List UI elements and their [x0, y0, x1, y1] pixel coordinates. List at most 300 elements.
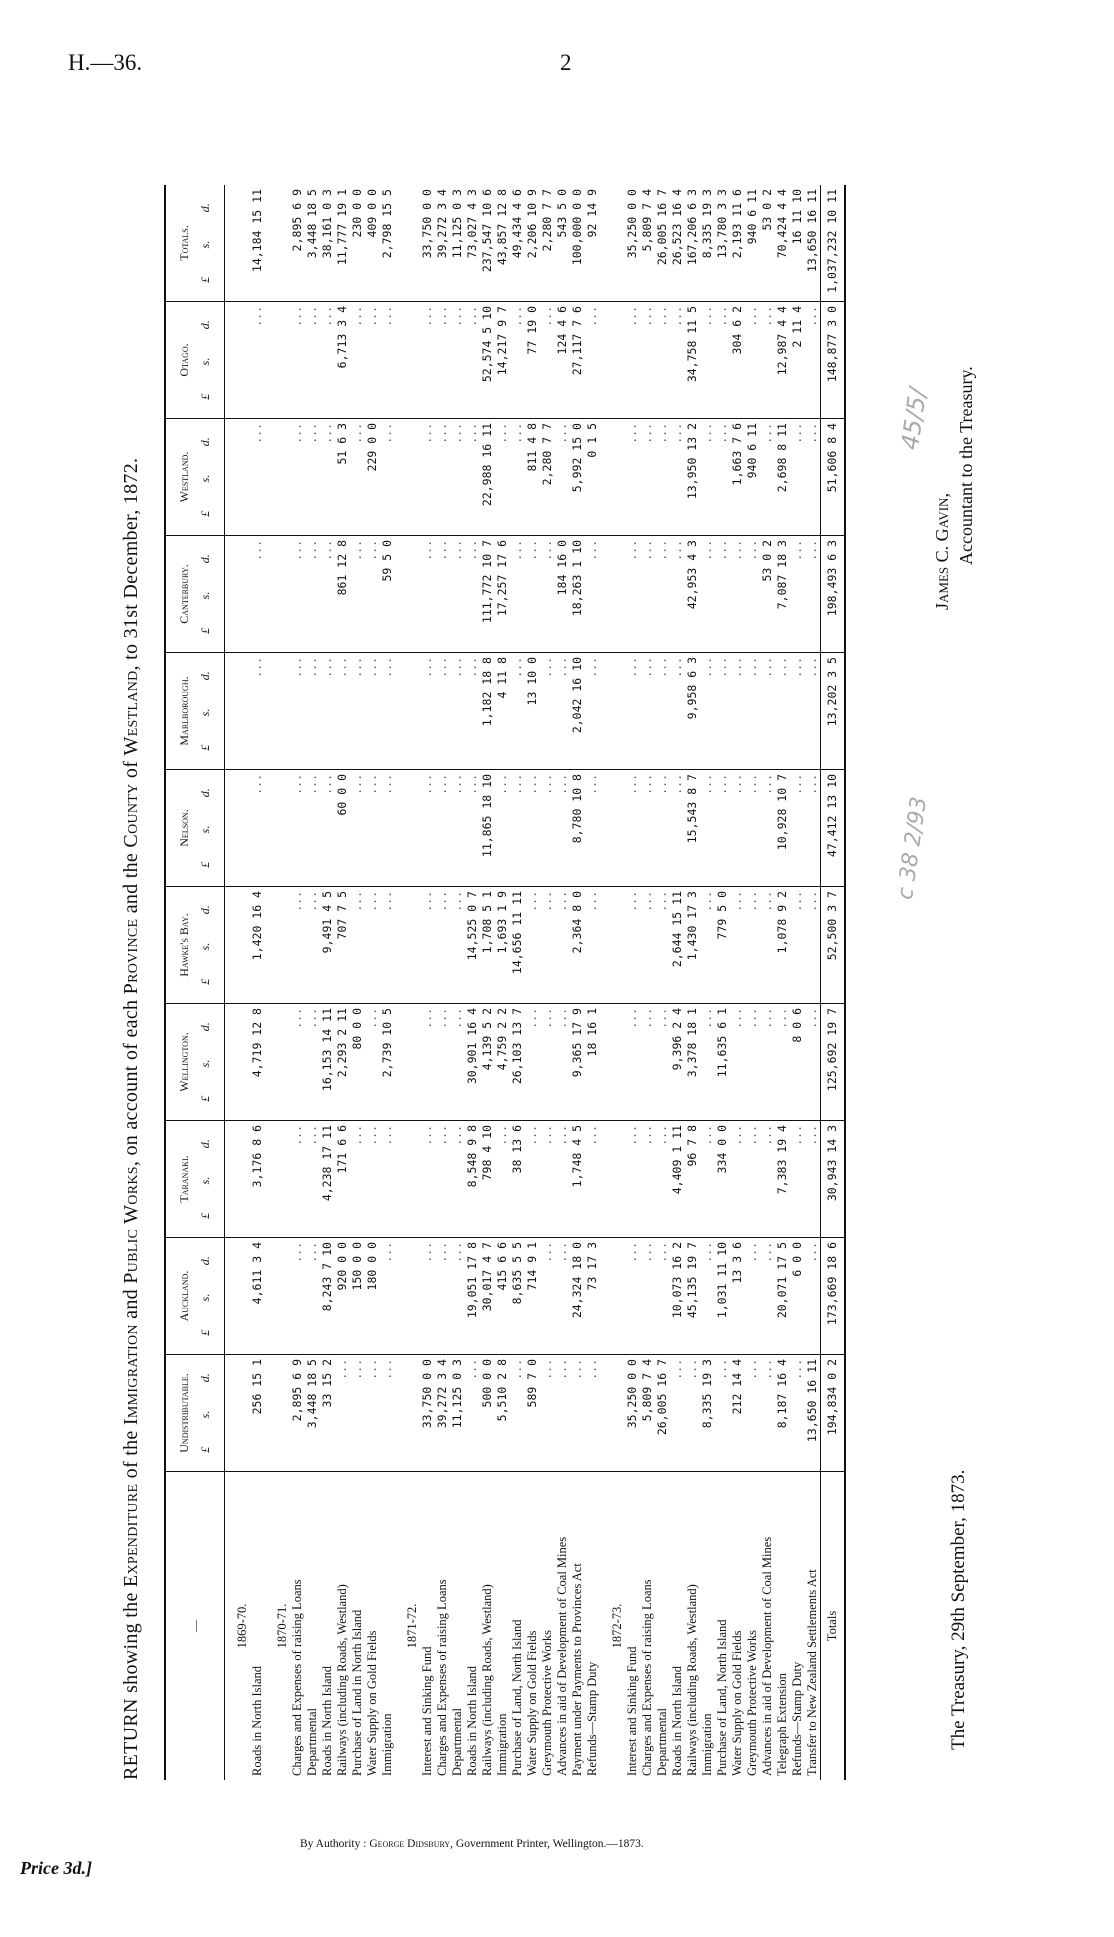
cell-value: ... [730, 770, 745, 887]
cell-value: 2,739 10 5 [380, 1004, 395, 1121]
row-label: Telegraph Extension [775, 1472, 790, 1781]
cell-value: 940 6 11 [745, 185, 760, 302]
cell-value: ... [790, 419, 805, 536]
cell-value: 1,663 7 6 [730, 419, 745, 536]
cell-value: ... [435, 887, 450, 1004]
cell-value: ... [745, 1238, 760, 1355]
cell-value: 35,250 0 0 [625, 1355, 640, 1472]
cell-value [265, 1355, 290, 1472]
cell-value: 4,759 2 2 [495, 1004, 510, 1121]
cell-value: ... [525, 536, 540, 653]
cell-value: ... [775, 653, 790, 770]
row-label: Greymouth Protective Works [745, 1472, 760, 1781]
cell-value: ... [420, 770, 435, 887]
cell-value [600, 1121, 625, 1238]
cell-value: ... [730, 653, 745, 770]
cell-value [395, 887, 420, 1004]
cell-value: ... [760, 1238, 775, 1355]
column-header: Hawke's Bay. £ s. d. [165, 887, 225, 1004]
cell-value: ... [775, 1004, 790, 1121]
column-header: Marlborough. £ s. d. [165, 653, 225, 770]
cell-value: ... [250, 419, 265, 536]
cell-value: 16 11 10 [790, 185, 805, 302]
cell-value: ... [640, 1238, 655, 1355]
cell-value: 33,750 0 0 [420, 1355, 435, 1472]
cell-value: 100,000 0 0 [570, 185, 585, 302]
cell-value: ... [555, 1121, 570, 1238]
cell-value: 2,698 8 11 [775, 419, 790, 536]
cell-value: 92 14 9 [585, 185, 600, 302]
cell-value [265, 185, 290, 302]
cell-value: ... [465, 302, 480, 419]
cell-value: 10,073 16 2 [670, 1238, 685, 1355]
column-header: Nelson. £ s. d. [165, 770, 225, 887]
cell-value: ... [715, 653, 730, 770]
cell-value: 45,135 19 7 [685, 1238, 700, 1355]
cell-value [395, 302, 420, 419]
cell-value: 2 11 4 [790, 302, 805, 419]
cell-value: ... [510, 302, 525, 419]
cell-value: ... [350, 1121, 365, 1238]
cell-value: 3,378 18 1 [685, 1004, 700, 1121]
cell-value: 59 5 0 [380, 536, 395, 653]
cell-value: ... [685, 1355, 700, 1472]
cell-value: ... [700, 536, 715, 653]
cell-value: ... [510, 536, 525, 653]
cell-value: 2,280 7 7 [540, 419, 555, 536]
cell-value [395, 1355, 420, 1472]
cell-value: 198,493 6 3 [821, 536, 846, 653]
cell-value: 38,161 0 3 [320, 185, 335, 302]
column-header: Canterbury. £ s. d. [165, 536, 225, 653]
row-label: Purchase of Land in North Island [350, 1472, 365, 1781]
cell-value: 73,027 4 3 [465, 185, 480, 302]
cell-value: ... [450, 1121, 465, 1238]
cell-value: ... [540, 1121, 555, 1238]
cell-value: ... [625, 536, 640, 653]
cell-value: ... [435, 1004, 450, 1121]
row-label: Railways (including Roads, Westland) [685, 1472, 700, 1781]
cell-value: ... [290, 1004, 305, 1121]
row-label: Water Supply on Gold Fields [730, 1472, 745, 1781]
row-label: Water Supply on Gold Fields [525, 1472, 540, 1781]
cell-value: ... [555, 419, 570, 536]
cell-value: ... [250, 653, 265, 770]
column-header: Taranaki. £ s. d. [165, 1121, 225, 1238]
cell-value: ... [525, 1121, 540, 1238]
cell-value: ... [465, 536, 480, 653]
cell-value: ... [305, 770, 320, 887]
cell-value: 940 6 11 [745, 419, 760, 536]
cell-value: 256 15 1 [250, 1355, 265, 1472]
cell-value: ... [525, 887, 540, 1004]
cell-value [225, 1121, 251, 1238]
cell-value [265, 536, 290, 653]
cell-value: ... [655, 770, 670, 887]
table-row [625, 185, 640, 1780]
cell-value: 3,176 8 6 [250, 1121, 265, 1238]
cell-value: 51,606 8 4 [821, 419, 846, 536]
cell-value: ... [790, 536, 805, 653]
row-label: Immigration [380, 1472, 395, 1781]
cell-value [600, 653, 625, 770]
cell-value: 184 16 0 [555, 536, 570, 653]
cell-value: 8,335 19 3 [700, 1355, 715, 1472]
cell-value: ... [305, 419, 320, 536]
cell-value: 13,950 13 2 [685, 419, 700, 536]
cell-value [600, 536, 625, 653]
cell-value: 6,713 3 4 [335, 302, 350, 419]
cell-value: 8,335 19 3 [700, 185, 715, 302]
table-row [555, 185, 570, 1780]
cell-value: ... [625, 1238, 640, 1355]
cell-value: ... [290, 1238, 305, 1355]
year-heading-row [600, 185, 625, 1780]
cell-value: ... [420, 419, 435, 536]
cell-value: 13,202 3 5 [821, 653, 846, 770]
cell-value: ... [640, 302, 655, 419]
cell-value: ... [655, 1121, 670, 1238]
cell-value: ... [670, 536, 685, 653]
cell-value: 12,987 4 4 [775, 302, 790, 419]
cell-value: 1,420 16 4 [250, 887, 265, 1004]
cell-value: ... [510, 1355, 525, 1472]
cell-value: 4,238 17 11 [320, 1121, 335, 1238]
row-label: Water Supply on Gold Fields [365, 1472, 380, 1781]
row-label: 1869-70. [225, 1472, 251, 1781]
cell-value: ... [320, 536, 335, 653]
cell-value: ... [450, 1004, 465, 1121]
cell-value: ... [640, 1004, 655, 1121]
cell-value: 8 0 6 [790, 1004, 805, 1121]
cell-value: ... [640, 419, 655, 536]
cell-value: ... [700, 770, 715, 887]
cell-value: 34,758 11 5 [685, 302, 700, 419]
cell-value: ... [585, 887, 600, 1004]
cell-value: ... [465, 653, 480, 770]
cell-value: ... [540, 1238, 555, 1355]
cell-value: ... [625, 653, 640, 770]
table-row [480, 185, 495, 1780]
cell-value: 47,412 13 10 [821, 770, 846, 887]
row-label: Roads in North Island [250, 1472, 265, 1781]
cell-value: ... [790, 770, 805, 887]
cell-value: ... [585, 302, 600, 419]
column-header: Totals. £ s. d. [165, 185, 225, 302]
cell-value: 18 16 1 [585, 1004, 600, 1121]
cell-value: ... [760, 1355, 775, 1472]
cell-value: ... [380, 419, 395, 536]
cell-value: 33 15 2 [320, 1355, 335, 1472]
row-label: Roads in North Island [670, 1472, 685, 1781]
cell-value: ... [700, 1004, 715, 1121]
cell-value: ... [420, 887, 435, 1004]
cell-value: 0 1 5 [585, 419, 600, 536]
cell-value: ... [350, 653, 365, 770]
cell-value: 9,491 4 5 [320, 887, 335, 1004]
column-header: Otago. £ s. d. [165, 302, 225, 419]
cell-value: 42,953 4 3 [685, 536, 700, 653]
cell-value: ... [655, 887, 670, 1004]
cell-value: ... [760, 1121, 775, 1238]
cell-value: ... [495, 770, 510, 887]
cell-value: 15,543 8 7 [685, 770, 700, 887]
cell-value: ... [625, 1121, 640, 1238]
cell-value: ... [435, 1238, 450, 1355]
cell-value: ... [365, 1121, 380, 1238]
cell-value: 22,988 16 11 [480, 419, 495, 536]
cell-value [225, 1238, 251, 1355]
cell-value: 73 17 3 [585, 1238, 600, 1355]
row-label: Immigration [700, 1472, 715, 1781]
cell-value: ... [510, 419, 525, 536]
cell-value: ... [465, 419, 480, 536]
cell-value: 52,500 3 7 [821, 887, 846, 1004]
cell-value: 30,943 14 3 [821, 1121, 846, 1238]
cell-value: 13 10 0 [525, 653, 540, 770]
cell-value: 26,005 16 7 [655, 185, 670, 302]
cell-value: ... [745, 1004, 760, 1121]
table-row [745, 185, 760, 1780]
cell-value: ... [730, 536, 745, 653]
cell-value: 8,548 9 8 [465, 1121, 480, 1238]
cell-value: ... [805, 536, 821, 653]
cell-value [600, 887, 625, 1004]
cell-value: 14,184 15 11 [250, 185, 265, 302]
cell-value: ... [760, 770, 775, 887]
cell-value: ... [435, 653, 450, 770]
cell-value: 125,692 19 7 [821, 1004, 846, 1121]
cell-value [600, 1004, 625, 1121]
cell-value: ... [655, 1004, 670, 1121]
cell-value: 35,250 0 0 [625, 185, 640, 302]
cell-value [265, 887, 290, 1004]
cell-value [600, 1355, 625, 1472]
cell-value: ... [420, 653, 435, 770]
cell-value: ... [805, 419, 821, 536]
table-row [790, 185, 805, 1780]
cell-value [265, 419, 290, 536]
row-label: Refunds—Stamp Duty [790, 1472, 805, 1781]
cell-value: 2,193 11 6 [730, 185, 745, 302]
cell-value: 2,280 7 7 [540, 185, 555, 302]
table-row [540, 185, 555, 1780]
cell-value: 24,324 18 0 [570, 1238, 585, 1355]
cell-value [395, 770, 420, 887]
table-row [420, 185, 435, 1780]
cell-value: 49,434 4 6 [510, 185, 525, 302]
cell-value: ... [495, 419, 510, 536]
cell-value: ... [585, 1355, 600, 1472]
cell-value: ... [420, 536, 435, 653]
cell-value: 11,777 19 1 [335, 185, 350, 302]
cell-value: ... [745, 536, 760, 653]
cell-value: ... [670, 653, 685, 770]
cell-value: 10,928 10 7 [775, 770, 790, 887]
cell-value: 150 0 0 [350, 1238, 365, 1355]
cell-value: ... [380, 770, 395, 887]
cell-value: ... [640, 1121, 655, 1238]
row-label: Roads in North Island [320, 1472, 335, 1781]
handwritten-annotation-1: c 38 2/93 [892, 795, 933, 902]
cell-value: ... [305, 1238, 320, 1355]
return-title: RETURN showing the Expenditure of the Immigration and Public Works, on account of each Province and the County of Westland, to 31st December, 1872. [120, 457, 142, 1780]
cell-value: 39,272 3 4 [435, 1355, 450, 1472]
cell-value: ... [450, 536, 465, 653]
column-header: Wellington. £ s. d. [165, 1004, 225, 1121]
table-row [250, 185, 265, 1780]
cell-value: ... [625, 302, 640, 419]
description-header: — [165, 1472, 225, 1781]
cell-value [395, 1121, 420, 1238]
cell-value: 70,424 4 4 [775, 185, 790, 302]
cell-value: ... [365, 536, 380, 653]
cell-value: 19,051 17 8 [465, 1238, 480, 1355]
cell-value: ... [640, 770, 655, 887]
cell-value: ... [525, 1004, 540, 1121]
cell-value: ... [655, 419, 670, 536]
row-label: Purchase of Land, North Island [715, 1472, 730, 1781]
cell-value: ... [420, 1121, 435, 1238]
cell-value: 779 5 0 [715, 887, 730, 1004]
cell-value: 1,037,232 10 11 [821, 185, 846, 302]
cell-value: 2,042 16 10 [570, 653, 585, 770]
cell-value: 4,139 5 2 [480, 1004, 495, 1121]
table-row [510, 185, 525, 1780]
cell-value: 124 4 6 [555, 302, 570, 419]
cell-value: 589 7 0 [525, 1355, 540, 1472]
row-label: Interest and Sinking Fund [420, 1472, 435, 1781]
cell-value: ... [250, 536, 265, 653]
cell-value: ... [305, 536, 320, 653]
cell-value: 8,187 16 4 [775, 1355, 790, 1472]
cell-value: ... [290, 653, 305, 770]
cell-value: 33,750 0 0 [420, 185, 435, 302]
cell-value [395, 536, 420, 653]
cell-value: ... [790, 1121, 805, 1238]
cell-value [395, 419, 420, 536]
cell-value: ... [655, 1238, 670, 1355]
cell-value: ... [715, 770, 730, 887]
cell-value: 11,635 6 1 [715, 1004, 730, 1121]
row-label: Advances in aid of Development of Coal Mines [760, 1472, 775, 1781]
table-row [685, 185, 700, 1780]
cell-value: 2,798 15 5 [380, 185, 395, 302]
table-row [715, 185, 730, 1780]
cell-value: ... [435, 536, 450, 653]
row-label: Transfer to New Zealand Settlements Act [805, 1472, 821, 1781]
cell-value: ... [700, 419, 715, 536]
cell-value [265, 770, 290, 887]
row-label: Departmental [450, 1472, 465, 1781]
cell-value: 2,206 10 9 [525, 185, 540, 302]
table-header-row [165, 185, 225, 1780]
cell-value: ... [805, 770, 821, 887]
cell-value: 11,125 0 3 [450, 185, 465, 302]
cell-value: ... [715, 1355, 730, 1472]
cell-value: ... [350, 770, 365, 887]
cell-value: ... [540, 887, 555, 1004]
cell-value: 8,635 5 5 [510, 1238, 525, 1355]
cell-value: 9,396 2 4 [670, 1004, 685, 1121]
cell-value: 53 0 2 [760, 536, 775, 653]
cell-value: ... [305, 302, 320, 419]
cell-value: 80 0 0 [350, 1004, 365, 1121]
cell-value: 415 6 6 [495, 1238, 510, 1355]
row-label: Roads in North Island [465, 1472, 480, 1781]
cell-value: ... [760, 1004, 775, 1121]
cell-value: 5,992 15 0 [570, 419, 585, 536]
cell-value [265, 1238, 290, 1355]
cell-value: ... [320, 770, 335, 887]
cell-value: 1,182 18 8 [480, 653, 495, 770]
cell-value: ... [290, 1121, 305, 1238]
cell-value: ... [450, 770, 465, 887]
year-heading-row [265, 185, 290, 1780]
cell-value: 53 0 2 [760, 185, 775, 302]
cell-value: ... [700, 1121, 715, 1238]
cell-value: ... [540, 302, 555, 419]
cell-value: 6 0 0 [790, 1238, 805, 1355]
cell-value: ... [350, 419, 365, 536]
cell-value: ... [510, 770, 525, 887]
table-row [670, 185, 685, 1780]
cell-value: ... [555, 653, 570, 770]
cell-value: ... [365, 653, 380, 770]
cell-value: ... [555, 1238, 570, 1355]
cell-value: ... [250, 302, 265, 419]
signatory-name: James C. Gavin, [932, 493, 952, 610]
cell-value [225, 1355, 251, 1472]
row-label: Charges and Expenses of raising Loans [640, 1472, 655, 1781]
cell-value: ... [730, 887, 745, 1004]
cell-value: 861 12 8 [335, 536, 350, 653]
cell-value: 543 5 0 [555, 185, 570, 302]
table-row [380, 185, 395, 1780]
cell-value: 2,364 8 0 [570, 887, 585, 1004]
cell-value: ... [730, 1004, 745, 1121]
table-row [585, 185, 600, 1780]
table-row [730, 185, 745, 1780]
cell-value: ... [715, 302, 730, 419]
row-label: Departmental [655, 1472, 670, 1781]
signatory-role: Accountant to the Treasury. [956, 366, 976, 565]
cell-value: 14,217 9 7 [495, 302, 510, 419]
cell-value: 1,693 1 9 [495, 887, 510, 1004]
cell-value: 13 3 6 [730, 1238, 745, 1355]
cell-value: ... [555, 1004, 570, 1121]
cell-value: ... [760, 653, 775, 770]
cell-value: ... [365, 302, 380, 419]
cell-value: ... [365, 1355, 380, 1472]
price-label: Price 3d.] [20, 1858, 92, 1878]
row-label: Totals [821, 1472, 846, 1781]
cell-value: ... [465, 770, 480, 887]
cell-value: ... [525, 770, 540, 887]
table-row [570, 185, 585, 1780]
cell-value: ... [450, 1238, 465, 1355]
cell-value: ... [670, 770, 685, 887]
cell-value: ... [420, 302, 435, 419]
cell-value: ... [805, 887, 821, 1004]
cell-value: 20,071 17 5 [775, 1238, 790, 1355]
row-label: Greymouth Protective Works [540, 1472, 555, 1781]
cell-value: ... [250, 770, 265, 887]
cell-value: ... [670, 302, 685, 419]
cell-value: 16,153 14 11 [320, 1004, 335, 1121]
cell-value: ... [510, 653, 525, 770]
row-label: Departmental [305, 1472, 320, 1781]
